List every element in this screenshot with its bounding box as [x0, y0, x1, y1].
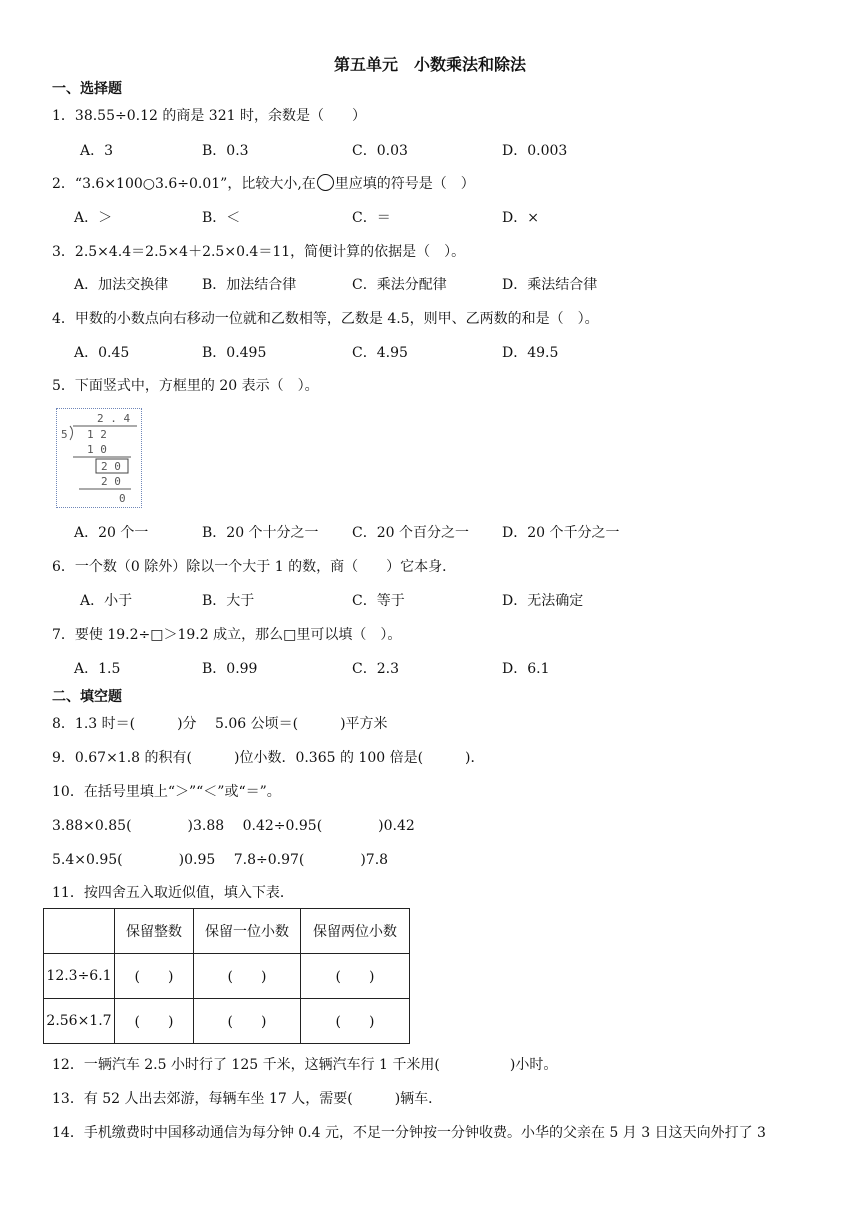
question-6-options — [52, 590, 812, 610]
question-2 — [52, 173, 475, 193]
division-quotient: 2 . 4 — [97, 412, 131, 425]
option-c: C．4.95 — [352, 345, 408, 361]
division-step-1: 1 0 — [87, 443, 107, 456]
question-5: 5．下面竖式中，方框里的 20 表示（ ）。 — [52, 378, 319, 394]
question-2-stem-a: 2．“3.6×100○3.6÷0.01”，比较大小,在 — [52, 176, 316, 192]
long-division-figure — [56, 408, 142, 508]
option-a: A．加法交换律 — [74, 277, 169, 293]
option-b: B．20 个十分之一 — [202, 525, 319, 541]
option-a: A．小于 — [80, 593, 133, 609]
option-a: A．0.45 — [74, 345, 130, 361]
question-2-options — [52, 207, 812, 227]
option-b: B．大于 — [202, 593, 255, 609]
option-c: C．＝ — [352, 210, 391, 226]
question-1: 1．38.55÷0.12 的商是 321 时，余数是（ ） — [52, 108, 366, 124]
division-step-3: 2 0 — [101, 475, 121, 488]
question-12: 12．一辆汽车 2.5 小时行了 125 千米，这辆汽车行 1 千米用( )小时。 — [52, 1057, 558, 1073]
question-3: 3．2.5×4.4＝2.5×4＋2.5×0.4＝11，简便计算的依据是（ ）。 — [52, 244, 466, 260]
question-13: 13．有 52 人出去郊游，每辆车坐 17 人，需要( )辆车． — [52, 1091, 443, 1107]
division-remainder: 0 — [119, 492, 126, 505]
table-header-cell: 保留整数 — [115, 909, 194, 954]
question-2-stem-b: 里应填的符号是（ ） — [334, 176, 475, 192]
table-cell: ( ) — [301, 954, 410, 999]
table-cell: ( ) — [301, 999, 410, 1044]
table-header-cell: 保留一位小数 — [194, 909, 301, 954]
question-6: 6．一个数（0 除外）除以一个大于 1 的数，商（ ）它本身． — [52, 559, 457, 575]
question-7-options — [52, 658, 812, 678]
option-a: A．＞ — [74, 210, 113, 226]
question-11: 11．按四舍五入取近似值，填入下表． — [52, 885, 294, 901]
table-cell: ( ) — [194, 954, 301, 999]
option-d: D．无法确定 — [502, 593, 584, 609]
option-b: B．0.495 — [202, 345, 267, 361]
circle-icon — [317, 174, 334, 191]
table-header-cell — [44, 909, 115, 954]
table-cell: ( ) — [115, 999, 194, 1044]
question-14: 14．手机缴费时中国移动通信为每分钟 0.4 元，不足一分钟按一分钟收费。小华的父亲在 5 月 3 日这天向外打了 3 — [52, 1125, 766, 1141]
question-1-options — [52, 140, 812, 160]
option-d: D．× — [502, 210, 539, 226]
page-title: 第五单元 小数乘法和除法 — [333, 55, 526, 74]
division-dividend: 1 2 — [87, 428, 107, 441]
option-d: D．6.1 — [502, 661, 550, 677]
question-7: 7．要使 19.2÷□＞19.2 成立，那么□里可以填（ ）。 — [52, 627, 402, 643]
table-row-label: 2.56×1.7 — [44, 999, 115, 1044]
option-d: D．49.5 — [502, 345, 559, 361]
option-b: B．＜ — [202, 210, 241, 226]
option-b: B．加法结合律 — [202, 277, 297, 293]
option-d: D．20 个千分之一 — [502, 525, 620, 541]
question-8: 8．1.3 时＝( )分 5.06 公顷＝( )平方米 — [52, 716, 388, 732]
option-c: C．乘法分配律 — [352, 277, 447, 293]
option-d: D．0.003 — [502, 143, 568, 159]
division-step-2-boxed: 2 0 — [101, 460, 121, 473]
table-row — [44, 999, 410, 1044]
question-3-options — [52, 274, 812, 294]
rounding-table — [43, 908, 410, 1044]
table-row-label: 12.3÷6.1 — [44, 954, 115, 999]
question-10: 10．在括号里填上“＞”“＜”或“＝”。 — [52, 784, 281, 800]
section-choice: 一、选择题 — [52, 81, 122, 97]
question-10-line-2: 5.4×0.95( )0.95 7.8÷0.97( )7.8 — [52, 852, 389, 868]
division-divisor: 5 — [61, 428, 68, 441]
option-a: A．3 — [80, 143, 114, 159]
question-4-options — [52, 342, 812, 362]
option-b: B．0.3 — [202, 143, 249, 159]
option-a: A．1.5 — [74, 661, 121, 677]
question-4: 4．甲数的小数点向右移动一位就和乙数相等，乙数是 4.5，则甲、乙两数的和是（ ）。 — [52, 311, 599, 327]
option-c: C．等于 — [352, 593, 405, 609]
table-cell: ( ) — [194, 999, 301, 1044]
option-c: C．20 个百分之一 — [352, 525, 469, 541]
table-header-row — [44, 909, 410, 954]
question-9: 9．0.67×1.8 的积有( )位小数．0.365 的 100 倍是( )． — [52, 750, 485, 766]
question-5-options — [52, 522, 812, 542]
table-header-cell: 保留两位小数 — [301, 909, 410, 954]
option-c: C．2.3 — [352, 661, 399, 677]
table-cell: ( ) — [115, 954, 194, 999]
option-a: A．20 个一 — [74, 525, 149, 541]
option-c: C．0.03 — [352, 143, 408, 159]
section-fill: 二、填空题 — [52, 689, 122, 705]
table-row — [44, 954, 410, 999]
question-10-line-1: 3.88×0.85( )3.88 0.42÷0.95( )0.42 — [52, 818, 415, 834]
option-b: B．0.99 — [202, 661, 258, 677]
option-d: D．乘法结合律 — [502, 277, 598, 293]
